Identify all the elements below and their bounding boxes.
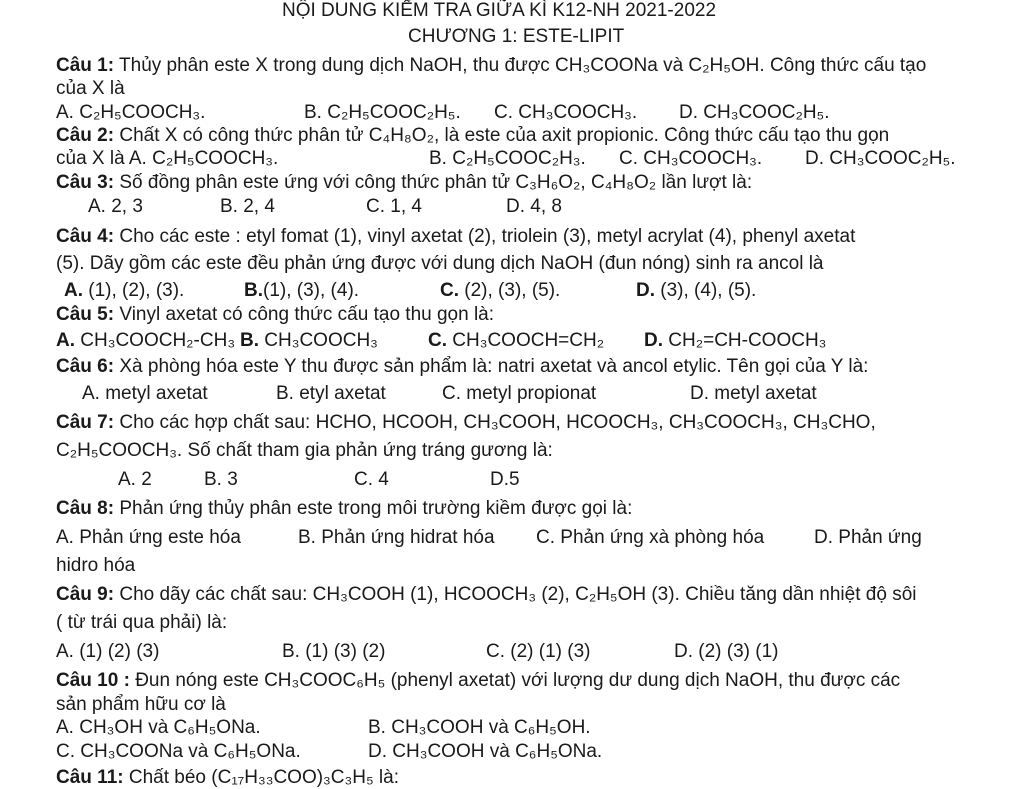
option-b: B. Phản ứng hidrat hóa xyxy=(298,527,495,548)
question-label: Câu 9: xyxy=(56,584,115,605)
page-title-line-1: NỘI DUNG KIỂM TRA GIỮA KÌ K12-NH 2021-2022 xyxy=(282,0,717,21)
option-d: D. (3), (4), (5). xyxy=(636,280,757,301)
option-d: D. (2) (3) (1) xyxy=(674,641,779,662)
option-d: D.5 xyxy=(490,469,520,490)
option-a: A. CH₃COOCH₂-CH₃ xyxy=(56,330,236,351)
question-label: Câu 2: xyxy=(56,125,115,146)
option-a: A. (1) (2) (3) xyxy=(56,641,160,662)
question-label: Câu 6: xyxy=(56,356,115,377)
question-text: Phản ứng thủy phân este trong môi trường kiềm được gọi là: xyxy=(119,498,633,519)
question-9-line-2: ( từ trái qua phải) là: xyxy=(56,612,228,633)
question-4 xyxy=(56,226,855,248)
option-d: D. Phản ứng xyxy=(814,527,922,548)
question-text: Chất X có công thức phân tử C₄H₈O₂, là este của axit propionic. Công thức cấu tạo thu gọn xyxy=(119,125,890,146)
question-5 xyxy=(56,304,494,326)
option-c: C. CH₃COOCH₃. xyxy=(619,148,763,169)
question-text: Xà phòng hóa este Y thu được sản phẩm là: natri axetat và ancol etylic. Tên gọi của Y là: xyxy=(119,356,869,377)
question-4-line-2: (5). Dãy gồm các este đều phản ứng được với dung dịch NaOH (đun nóng) sinh ra ancol là xyxy=(56,253,824,274)
question-7 xyxy=(56,412,876,434)
option-d: D. metyl axetat xyxy=(690,383,817,404)
question-text: Chất béo (C₁₇H₃₃COO)₃C₃H₅ là: xyxy=(128,767,399,788)
question-text: Vinyl axetat có công thức cấu tạo thu gọn là: xyxy=(119,304,495,325)
option-b: B. etyl axetat xyxy=(276,383,386,404)
option-c: C. 1, 4 xyxy=(366,196,422,217)
option-d: D. CH₃COOC₂H₅. xyxy=(679,102,830,123)
option-b: B. CH₃COOH và C₆H₅OH. xyxy=(368,717,591,738)
question-3 xyxy=(56,172,752,194)
question-text: Đun nóng este CH₃COOC₆H₅ (phenyl axetat) với lượng dư dung dịch NaOH, thu được các xyxy=(135,670,901,691)
question-11 xyxy=(56,767,399,789)
option-a: A. (1), (2), (3). xyxy=(64,280,185,301)
question-label: Câu 11: xyxy=(56,767,124,788)
option-a: A. C₂H₅COOCH₃. xyxy=(56,102,206,123)
option-c: C. (2) (1) (3) xyxy=(486,641,591,662)
question-2 xyxy=(56,125,889,147)
question-text: Cho dãy các chất sau: CH₃COOH (1), HCOOCH₃ (2), C₂H₅OH (3). Chiều tăng dần nhiệt độ sôi xyxy=(119,584,917,605)
question-label: Câu 4: xyxy=(56,226,115,247)
option-b: B. CH₃COOCH₃ xyxy=(240,330,378,351)
question-10-line-2: sản phẩm hữu cơ là xyxy=(56,694,226,715)
question-label: Câu 1: xyxy=(56,55,115,76)
page-title-line-2: CHƯƠNG 1: ESTE-LIPIT xyxy=(408,26,625,47)
option-a: A. metyl axetat xyxy=(82,383,208,404)
question-text: Cho các este : etyl fomat (1), vinyl axetat (2), triolein (3), metyl acrylat (4), phenyl axetat xyxy=(119,226,856,247)
option-b: B. (1) (3) (2) xyxy=(282,641,386,662)
option-a: của X là A. C₂H₅COOCH₃. xyxy=(56,148,279,169)
question-1 xyxy=(56,55,926,77)
question-7-line-2: C₂H₅COOCH₃. Số chất tham gia phản ứng tráng gương là: xyxy=(56,440,553,461)
question-8 xyxy=(56,498,632,520)
question-label: Câu 8: xyxy=(56,498,115,519)
question-9 xyxy=(56,584,916,606)
question-text: Số đồng phân este ứng với công thức phân tử C₃H₆O₂, C₄H₈O₂ lần lượt là: xyxy=(119,172,753,193)
option-b: B. 3 xyxy=(204,469,238,490)
option-a: A. 2, 3 xyxy=(88,196,143,217)
option-d: D. CH₃COOH và C₆H₅ONa. xyxy=(368,741,603,762)
option-d: D. CH₃COOC₂H₅. xyxy=(805,148,956,169)
option-c: C. CH₃COOCH=CH₂ xyxy=(428,330,605,351)
option-c: C. Phản ứng xà phòng hóa xyxy=(536,527,765,548)
question-1-line-2: của X là xyxy=(56,78,125,99)
option-c: C. metyl propionat xyxy=(442,383,597,404)
question-8-option-d-cont: hidro hóa xyxy=(56,555,136,576)
option-c: C. CH₃COOCH₃. xyxy=(494,102,638,123)
question-10 xyxy=(56,670,900,692)
question-label: Câu 3: xyxy=(56,172,115,193)
option-b: B. C₂H₅COOC₂H₅. xyxy=(304,102,461,123)
option-d: D. 4, 8 xyxy=(506,196,562,217)
question-label: Câu 7: xyxy=(56,412,115,433)
option-b: B. C₂H₅COOC₂H₃. xyxy=(429,148,586,169)
option-d: D. CH₂=CH-COOCH₃ xyxy=(644,330,827,351)
option-a: A. 2 xyxy=(118,469,152,490)
option-b: B.(1), (3), (4). xyxy=(244,280,360,301)
question-text: Thủy phân este X trong dung dịch NaOH, thu được CH₃COONa và C₂H₅OH. Công thức cấu tạo xyxy=(119,55,927,76)
question-text: Cho các hợp chất sau: HCHO, HCOOH, CH₃COOH, HCOOCH₃, CH₃COOCH₃, CH₃CHO, xyxy=(119,412,876,433)
question-label: Câu 10 : xyxy=(56,670,130,691)
option-c: C. 4 xyxy=(354,469,389,490)
option-c: C. CH₃COONa và C₆H₅ONa. xyxy=(56,741,301,762)
question-6 xyxy=(56,356,868,378)
question-label: Câu 5: xyxy=(56,304,115,325)
option-b: B. 2, 4 xyxy=(220,196,275,217)
option-c: C. (2), (3), (5). xyxy=(440,280,561,301)
option-a: A. CH₃OH và C₆H₅ONa. xyxy=(56,717,261,738)
option-a: A. Phản ứng este hóa xyxy=(56,527,241,548)
